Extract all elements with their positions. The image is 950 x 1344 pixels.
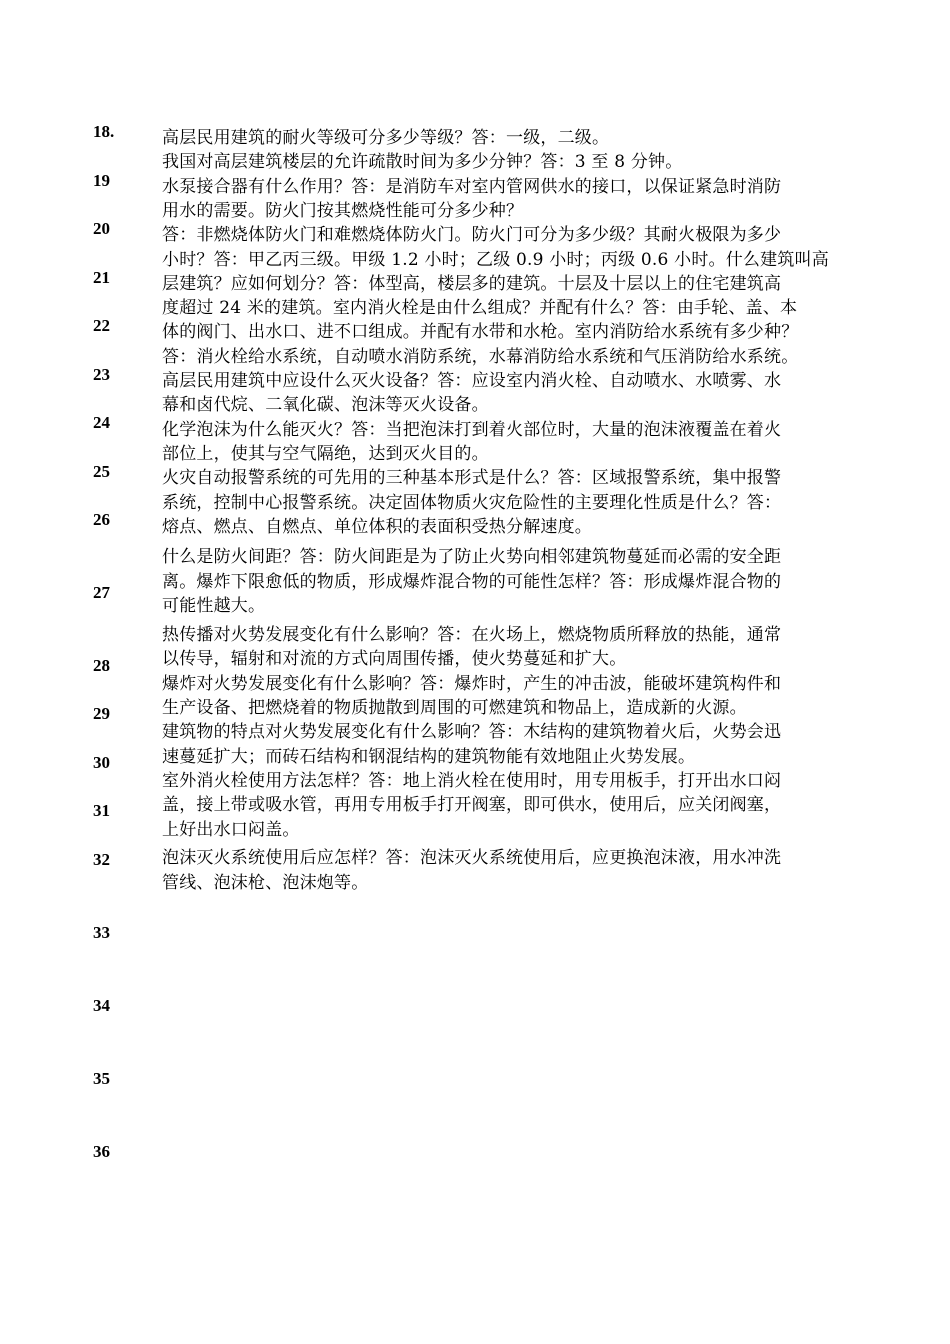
line-number: 31	[93, 801, 110, 820]
text-line: 爆炸对火势发展变化有什么影响？答：爆炸时，产生的冲击波，能破坏建筑构件和	[162, 674, 782, 694]
line-number: 36	[93, 1142, 110, 1161]
text-line: 建筑物的特点对火势发展变化有什么影响？答：木结构的建筑物着火后，火势会迅	[162, 722, 782, 742]
line-number: 18.	[93, 122, 115, 141]
line-number: 27	[93, 583, 110, 602]
text-line: 泡沫灭火系统使用后应怎样？答：泡沫灭火系统使用后，应更换泡沫液，用水冲洗	[162, 848, 782, 868]
text-line: 化学泡沫为什么能灭火？答：当把泡沫打到着火部位时，大量的泡沫液覆盖在着火	[162, 420, 782, 440]
line-number: 26	[93, 510, 110, 529]
text-line: 度超过 24 米的建筑。室内消火栓是由什么组成？并配有什么？答：由手轮、盖、本	[162, 298, 798, 318]
text-line: 以传导，辐射和对流的方式向周围传播，使火势蔓延和扩大。	[162, 649, 627, 669]
text-line: 我国对高层建筑楼层的允许疏散时间为多少分钟？答：3 至 8 分钟。	[162, 152, 683, 172]
text-line: 火灾自动报警系统的可先用的三种基本形式是什么？答：区域报警系统，集中报警	[162, 468, 782, 488]
line-number: 34	[93, 996, 110, 1015]
text-line: 盖，接上带或吸水管，再用专用板手打开阀塞，即可供水，使用后，应关闭阀塞，	[162, 795, 782, 815]
text-line: 管线、泡沫枪、泡沫炮等。	[162, 873, 369, 893]
line-number: 23	[93, 365, 110, 384]
text-line: 层建筑？应如何划分？答：体型高，楼层多的建筑。十层及十层以上的住宅建筑高	[162, 274, 782, 294]
line-number: 25	[93, 462, 110, 481]
text-line: 水泵接合器有什么作用？答：是消防车对室内管网供水的接口，以保证紧急时消防	[162, 177, 782, 197]
line-number: 24	[93, 413, 110, 432]
text-line: 熔点、燃点、自燃点、单位体积的表面积受热分解速度。	[162, 517, 592, 537]
line-number: 35	[93, 1069, 110, 1088]
text-line: 可能性越大。	[162, 596, 266, 616]
line-number: 33	[93, 923, 110, 942]
text-line: 幕和卤代烷、二氧化碳、泡沫等灭火设备。	[162, 395, 489, 415]
line-number: 20	[93, 219, 110, 238]
text-line: 上好出水口闷盖。	[162, 820, 300, 840]
line-number: 30	[93, 753, 110, 772]
line-number: 19	[93, 171, 110, 190]
text-line: 系统，控制中心报警系统。决定固体物质火灾危险性的主要理化性质是什么？答：	[162, 493, 782, 513]
text-line: 什么是防火间距？答：防火间距是为了防止火势向相邻建筑物蔓延而必需的安全距	[162, 547, 782, 567]
line-number: 29	[93, 704, 110, 723]
text-line: 答：消火栓给水系统，自动喷水消防系统，水幕消防给水系统和气压消防给水系统。	[162, 347, 799, 367]
text-line: 部位上，使其与空气隔绝，达到灭火目的。	[162, 444, 489, 464]
text-line: 离。爆炸下限愈低的物质，形成爆炸混合物的可能性怎样？答：形成爆炸混合物的	[162, 572, 782, 592]
text-line: 高层民用建筑的耐火等级可分多少等级？答：一级，二级。	[162, 128, 610, 148]
text-line: 速蔓延扩大；而砖石结构和钢混结构的建筑物能有效地阻止火势发展。	[162, 747, 696, 767]
line-number: 28	[93, 656, 110, 675]
text-line: 室外消火栓使用方法怎样？答：地上消火栓在使用时，用专用板手，打开出水口闷	[162, 771, 782, 791]
text-line: 小时？答：甲乙丙三级。甲级 1.2 小时；乙级 0.9 小时；丙级 0.6 小时。什么建筑叫高	[162, 250, 829, 270]
text-line: 生产设备、把燃烧着的物质抛散到周围的可燃建筑和物品上，造成新的火源。	[162, 698, 747, 718]
text-line: 热传播对火势发展变化有什么影响？答：在火场上，燃烧物质所释放的热能，通常	[162, 625, 782, 645]
line-number: 21	[93, 268, 110, 287]
text-line: 高层民用建筑中应设什么灭火设备？答：应设室内消火栓、自动喷水、水喷雾、水	[162, 371, 782, 391]
line-number: 22	[93, 316, 110, 335]
text-line: 用水的需要。防火门按其燃烧性能可分多少种？	[162, 201, 524, 221]
text-line: 答：非燃烧体防火门和难燃烧体防火门。防火门可分为多少级？其耐火极限为多少	[162, 225, 782, 245]
line-number: 32	[93, 850, 110, 869]
text-line: 体的阀门、出水口、进不口组成。并配有水带和水枪。室内消防给水系统有多少种？	[162, 322, 799, 342]
